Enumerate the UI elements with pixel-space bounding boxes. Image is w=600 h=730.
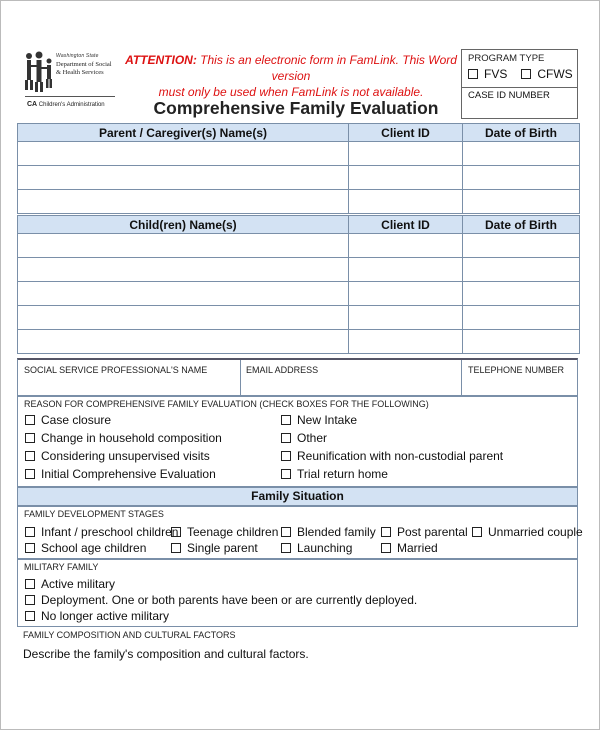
stage-option[interactable] [171,541,258,555]
table-row [18,258,580,282]
child-dob-cell[interactable] [463,282,580,306]
stage-option[interactable] [25,525,178,539]
family-figures-icon [23,51,55,93]
logo-rule [25,96,115,97]
checkbox[interactable] [25,527,35,537]
reason-option[interactable] [281,431,327,445]
child-client-id-cell[interactable] [349,258,463,282]
military-option[interactable] [25,609,169,623]
parents-table [17,123,580,214]
checkbox[interactable] [25,579,35,589]
reason-option[interactable] [25,467,216,481]
parent-client-id-cell[interactable] [349,166,463,190]
program-type-box [461,49,578,119]
stage-label: Infant / preschool children [41,525,179,539]
reason-option[interactable] [25,449,210,463]
stage-option[interactable] [381,525,468,539]
stage-option[interactable] [381,541,438,555]
parent-dob-cell[interactable] [463,166,580,190]
parent-dob-header: Date of Birth [463,124,580,142]
development-stages-section [17,506,583,559]
table-row [18,306,580,330]
form-title: Comprehensive Family Evaluation [153,98,439,118]
reason-label: Trial return home [297,467,388,481]
stage-label: Blended family [297,525,376,539]
program-cfws-option [521,67,572,81]
contact-divider [461,360,462,395]
checkbox[interactable] [25,595,35,605]
reason-label: Case closure [41,413,112,427]
child-name-cell[interactable] [18,306,349,330]
parent-dob-cell[interactable] [463,142,580,166]
stage-option[interactable] [281,525,376,539]
contact-divider [240,360,241,395]
military-family-section [17,559,578,627]
attention-text-2: must only be used when FamLink is not available. [158,85,424,99]
logo-dept-line1: Department of Social [56,61,112,68]
military-option[interactable] [25,577,115,591]
case-id-label: CASE ID NUMBER [468,90,550,101]
child-client-id-cell[interactable] [349,330,463,354]
logo-admin-name: Children's Administration [38,102,105,108]
child-client-id-cell[interactable] [349,234,463,258]
stage-label: Post parental [397,525,468,539]
reason-option[interactable] [281,449,503,463]
parent-name-header: Parent / Caregiver(s) Name(s) [18,124,349,142]
parent-name-cell[interactable] [18,190,349,214]
child-dob-cell[interactable] [463,330,580,354]
table-row [18,142,580,166]
table-row [18,166,580,190]
child-client-id-header: Client ID [349,216,463,234]
child-name-cell[interactable] [18,234,349,258]
child-client-id-cell[interactable] [349,306,463,330]
checkbox[interactable] [171,527,181,537]
checkbox[interactable] [171,543,181,553]
stage-label: Teenage children [187,525,279,539]
parent-client-id-cell[interactable] [349,142,463,166]
checkbox[interactable] [281,415,291,425]
stage-label: School age children [41,541,147,555]
stage-label: Married [397,541,438,555]
program-box-divider [462,87,577,88]
fvs-label: FVS [484,67,508,81]
child-client-id-cell[interactable] [349,282,463,306]
reason-label: Considering unsupervised visits [41,449,210,463]
reason-option[interactable] [25,431,222,445]
cfws-checkbox[interactable] [521,69,531,79]
child-dob-header: Date of Birth [463,216,580,234]
checkbox[interactable] [281,451,291,461]
table-row [18,190,580,214]
family-situation-header: Family Situation [17,487,578,506]
composition-heading: FAMILY COMPOSITION AND CULTURAL FACTORS [23,630,236,640]
stage-option[interactable] [281,541,352,555]
table-row [18,282,580,306]
reason-section [17,396,578,487]
reason-option[interactable] [281,467,388,481]
stage-label: Single parent [187,541,258,555]
logo-state-text: Washington State [56,53,99,59]
checkbox[interactable] [25,451,35,461]
checkbox[interactable] [381,527,391,537]
reason-heading: REASON FOR COMPREHENSIVE FAMILY EVALUATION (CHECK BOXES FOR THE FOLLOWING) [24,399,429,409]
program-type-options [468,67,573,81]
checkbox[interactable] [472,527,482,537]
parent-client-id-header: Client ID [349,124,463,142]
checkbox[interactable] [25,433,35,443]
child-name-cell[interactable] [18,330,349,354]
military-option[interactable] [25,593,417,607]
email-field[interactable]: EMAIL ADDRESS [246,365,319,375]
child-name-cell[interactable] [18,258,349,282]
reason-label: Initial Comprehensive Evaluation [41,467,216,481]
military-label: Active military [41,577,116,591]
attention-text: This is an electronic form in FamLink. This Word version [200,53,457,83]
contact-row [17,358,578,396]
stage-option[interactable] [171,525,278,539]
table-row [18,234,580,258]
checkbox[interactable] [25,611,35,621]
dshs-logo [23,51,118,121]
child-dob-cell[interactable] [463,258,580,282]
logo-dept-line2: & Health Services [56,68,104,76]
fvs-checkbox[interactable] [468,69,478,79]
program-fvs-option [468,67,507,81]
reason-label: Change in household composition [41,431,222,445]
checkbox[interactable] [25,469,35,479]
table-row [18,330,580,354]
checkbox[interactable] [281,469,291,479]
parent-client-id-cell[interactable] [349,190,463,214]
reason-label: Reunification with non-custodial parent [297,449,504,463]
program-type-label: PROGRAM TYPE [468,53,545,64]
checkbox[interactable] [381,543,391,553]
checkbox[interactable] [281,433,291,443]
stage-option[interactable] [472,525,583,539]
phone-field[interactable]: TELEPHONE NUMBER [468,365,565,375]
stage-option[interactable] [25,541,146,555]
cfws-label: CFWS [537,67,573,81]
reason-label: New Intake [297,413,358,427]
checkbox[interactable] [281,543,291,553]
checkbox[interactable] [25,415,35,425]
reason-option[interactable] [25,413,111,427]
reason-label: Other [297,431,328,445]
attention-label: ATTENTION: [125,53,197,67]
child-dob-cell[interactable] [463,234,580,258]
reason-option[interactable] [281,413,357,427]
children-table [17,215,580,354]
military-label: Deployment. One or both parents have been or are currently deployed. [41,593,418,607]
logo-department-text [56,61,112,76]
parent-name-cell[interactable] [18,166,349,190]
composition-prompt[interactable]: Describe the family's composition and cultural factors. [23,647,309,661]
military-label: No longer active military [41,609,170,623]
attention-notice [121,52,461,100]
parent-dob-cell[interactable] [463,190,580,214]
military-heading: MILITARY FAMILY [24,562,99,572]
professional-name-field[interactable]: SOCIAL SERVICE PROFESSIONAL'S NAME [24,365,208,375]
stages-heading: FAMILY DEVELOPMENT STAGES [24,509,164,519]
stage-label: Launching [297,541,353,555]
stage-label: Unmarried couple [488,525,583,539]
checkbox[interactable] [281,527,291,537]
logo-admin [27,101,105,108]
child-name-header: Child(ren) Name(s) [18,216,349,234]
checkbox[interactable] [25,543,35,553]
parent-name-cell[interactable] [18,142,349,166]
logo-admin-abbr: CA [27,101,38,108]
child-dob-cell[interactable] [463,306,580,330]
child-name-cell[interactable] [18,282,349,306]
